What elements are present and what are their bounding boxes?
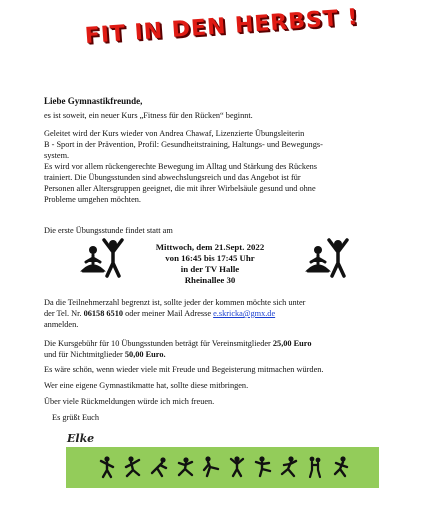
closing-joy: Es wäre schön, wenn wieder viele mit Freude und Begeisterung mitmachen würden. xyxy=(44,365,324,374)
cheering-figure-icon xyxy=(325,236,351,280)
instructor-line-1: Geleitet wird der Kurs wieder von Andrea Chawaf, Lizenzierte Übungsleiterin xyxy=(44,129,305,138)
event-street: Rheinallee 30 xyxy=(184,275,236,285)
aerobics-icon xyxy=(124,455,142,479)
closing-mat: Wer eine eigene Gymnastikmatte hat, sollte diese mitbringen. xyxy=(44,381,249,390)
intro-text: es ist soweit, ein neuer Kurs „Fitness für den Rücken“ beginnt. xyxy=(44,111,253,120)
email-link[interactable]: e.skricka@gmx.de xyxy=(213,309,276,318)
closing-regards: Es grüßt Euch xyxy=(52,413,100,422)
lunge-icon xyxy=(176,455,194,479)
kick-icon xyxy=(254,455,272,479)
stretch-icon xyxy=(150,455,168,479)
jump-icon xyxy=(228,455,246,479)
dance-icon xyxy=(202,455,220,479)
fee-line-2 xyxy=(44,350,166,360)
instructor-line-2: B - Sport in der Prävention, Profil: Gesundheitstraining, Haltungs- und Bewegungs- xyxy=(44,140,323,149)
runner-icon xyxy=(332,455,350,479)
instructor-line-3: system. xyxy=(44,151,70,160)
sports-banner xyxy=(66,447,379,488)
flyer-title: FIT IN DEN HERBST ! xyxy=(84,4,360,49)
goal-line-2: trainiert. Die Übungsstunden sind abwechslungsreich und das Angebot ist für xyxy=(44,173,301,182)
event-place: in der TV Halle xyxy=(180,264,240,274)
ballroom-icon xyxy=(306,455,324,479)
goal-line-3: Personen aller Altersgruppen geeignet, die mit ihrer Wirbelsäule gesund und ohne xyxy=(44,184,316,193)
phone-prefix: der Tel. Nr. xyxy=(44,309,82,318)
greeting: Liebe Gymnastikfreunde, xyxy=(44,96,143,106)
first-session-text: Die erste Übungsstunde findet statt am xyxy=(44,226,173,235)
signature: Elke xyxy=(67,432,95,445)
registration-line-3: anmelden. xyxy=(44,320,79,329)
phone-number: 06158 6510 xyxy=(83,309,124,318)
gymnast-icon xyxy=(98,455,116,479)
registration-line-1: Da die Teilnehmerzahl begrenzt ist, sollte jeder der kommen möchte sich unter xyxy=(44,298,306,307)
closing-reply: Über viele Rückmeldungen würde ich mich freuen. xyxy=(44,397,215,406)
registration-line-2 xyxy=(44,309,275,319)
member-fee-label: Die Kursgebühr für 10 Übungsstunden beträgt für Vereinsmitglieder xyxy=(44,339,271,348)
fee-line-1 xyxy=(44,339,311,349)
nonmember-fee-label: und für Nichtmitglieder xyxy=(44,350,123,359)
event-date: Mittwoch, dem 21.Sept. 2022 xyxy=(155,242,265,252)
member-fee: 25,00 Euro xyxy=(272,339,312,348)
event-time: von 16:45 bis 17:45 Uhr xyxy=(165,253,255,263)
email-prefix: oder meiner Mail Adresse xyxy=(125,309,212,318)
goal-line-1: Es wird vor allem rückengerechte Bewegung im Alltag und Stärkung des Rückens xyxy=(44,162,318,171)
nonmember-fee: 50,00 Euro. xyxy=(124,350,166,359)
leap-icon xyxy=(280,455,298,479)
goal-line-4: Probleme umgehen möchten. xyxy=(44,195,142,204)
cheering-figure-icon xyxy=(100,236,126,280)
